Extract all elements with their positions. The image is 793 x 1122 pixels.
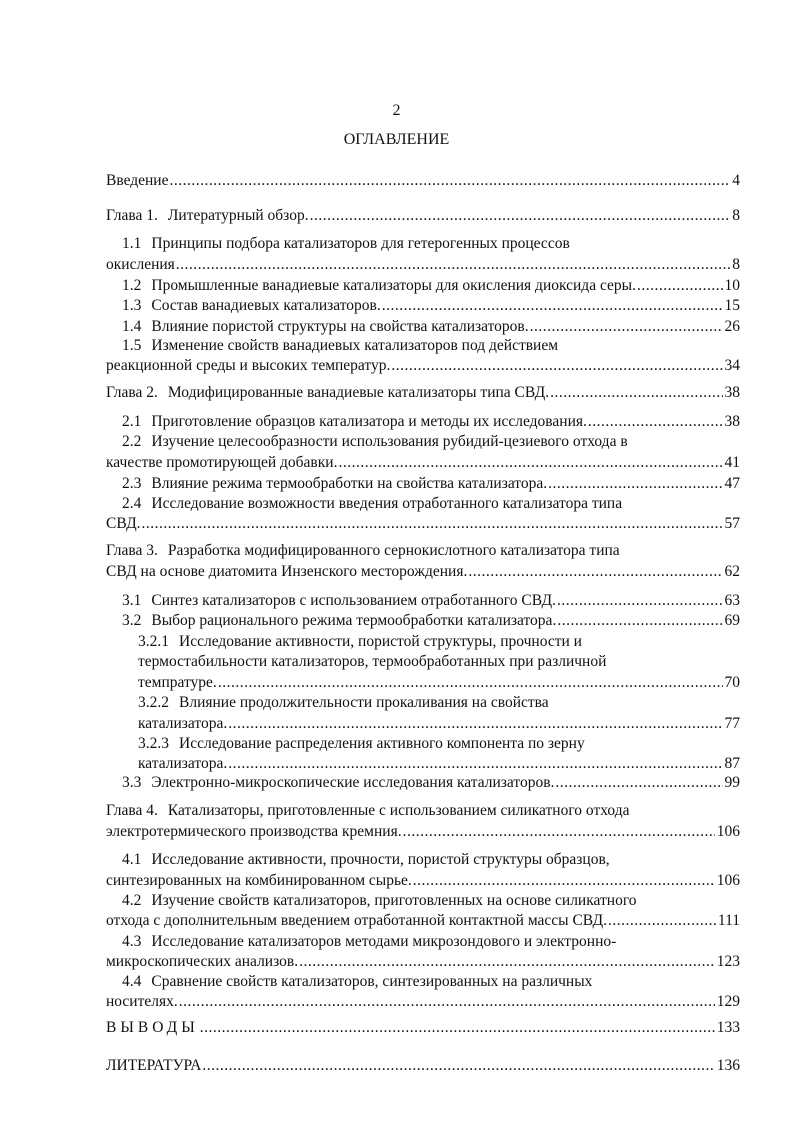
toc-entry-line[interactable] [138,652,740,672]
toc-entry-number: 1.3 [122,297,142,314]
toc-page-number: 38 [724,384,740,401]
toc-entry-text: Разработка модифицированного сернокислотного катализатора типа [167,542,620,559]
toc-entry-line[interactable] [106,171,740,191]
dot-leader [227,754,722,774]
dot-leader [199,1018,715,1038]
toc-entry-number: Глава 1. [106,207,158,224]
page-number: 2 [392,102,401,119]
toc-entry-line[interactable] [106,952,740,972]
toc-entry-text: реакционной среды и высоких температур. [106,357,391,374]
toc-entry-line[interactable] [122,850,740,870]
dot-leader [402,822,715,842]
toc-page-number: 123 [716,953,740,970]
dot-leader [412,871,715,891]
toc-entry-line[interactable] [106,801,740,821]
toc-entry-number: Глава 2. [106,384,158,401]
toc-entry-text: Синтез катализаторов с использованием отработанного СВД. [151,592,556,609]
toc-entry-line[interactable] [106,911,740,931]
toc-entry-line[interactable] [122,972,740,992]
toc-entry-text: Литературный обзор. [167,207,309,224]
toc-entry-number: 4.4 [122,973,142,990]
toc-page-number: 106 [716,872,740,889]
toc-page-number: 136 [716,1057,740,1074]
toc-entry-number: 1.5 [122,337,142,354]
dot-leader [390,356,722,376]
toc-entry-text: Исследование возможности введения отработанного катализатора типа [151,495,623,512]
toc-entry-line[interactable] [106,871,740,891]
toc-entry-number: 3.2 [122,612,142,629]
toc-entry-text: Приготовление образцов катализатора и методы их исследования. [151,413,587,430]
toc-page-number: 133 [716,1019,740,1036]
toc-entry-text: Катализаторы, приготовленные с использованием силикатного отхода [167,802,630,819]
toc-entry-number: 1.2 [122,277,142,294]
toc-entry-line[interactable] [122,432,740,452]
toc-entry-line[interactable] [138,754,740,774]
toc-entry-text: носителях. [106,993,178,1010]
dot-leader [298,952,715,972]
toc-page-number: 8 [732,256,740,273]
dot-leader [556,611,722,631]
toc-page-number: 8 [732,207,740,224]
toc-entry-text: Принципы подбора катализаторов для гетерогенных процессов [151,235,570,252]
toc-page-number: 41 [724,454,740,471]
toc-page-number: 111 [717,912,740,929]
dot-leader [549,383,722,403]
toc-page-number: 38 [724,413,740,430]
dot-leader [547,474,722,494]
toc-entry-line[interactable] [138,734,740,754]
toc-page-number: 70 [724,674,740,691]
toc-entry-line[interactable] [106,356,740,376]
toc-entry-text: СВД на основе диатомита Инзенского месторождения. [106,563,468,580]
toc-page-number: 4 [732,172,740,189]
toc-page-number: 57 [724,515,740,532]
toc-entry-number: 2.3 [122,475,142,492]
toc-page-number: 10 [724,277,740,294]
dot-leader [467,562,722,582]
toc-entry-line[interactable] [138,673,740,693]
toc-page-number: 47 [724,475,740,492]
toc-page-number: 34 [724,357,740,374]
dot-leader [607,911,716,931]
toc-page-number: 99 [724,774,740,791]
toc-entry-line[interactable] [122,474,740,494]
toc-entry-line[interactable] [106,822,740,842]
toc-page-number: 26 [724,318,740,335]
dot-leader [141,514,723,534]
toc-entry-line[interactable] [138,693,740,713]
toc-entry-text: отхода с дополнительным введением отработанной контактной массы СВД. [106,912,608,929]
toc-entry-line[interactable] [106,206,740,226]
toc-entry-line[interactable] [106,383,740,403]
toc-entry-text: Модифицированные ванадиевые катализаторы типа СВД. [167,384,550,401]
dot-leader [529,317,723,337]
toc-entry-number: 2.4 [122,495,142,512]
toc-entry-line[interactable] [122,336,740,356]
toc-entry-line[interactable] [106,1018,740,1038]
toc-entry-text: СВД. [106,515,141,532]
dot-leader [381,296,723,316]
dot-leader [178,992,715,1012]
toc-entry-line[interactable] [106,453,740,473]
toc-entry-line[interactable] [122,773,740,793]
toc-entry-number: Глава 3. [106,542,158,559]
dot-leader [227,714,722,734]
toc-page-number: 77 [724,715,740,732]
toc-entry-line[interactable] [106,562,740,582]
toc-entry-line[interactable] [138,714,740,734]
toc-entry-text: Исследование активности, прочности, пористой структуры образцов, [151,851,610,868]
toc-entry-text: окисления [106,256,175,273]
toc-entry-text: Влияние пористой структуры на свойства катализаторов. [151,318,529,335]
toc-entry-line[interactable] [106,541,740,561]
dot-leader [175,255,730,275]
toc-entry-number: 3.2.3 [138,735,169,752]
toc-entry-text: Влияние режима термообработки на свойства катализатора. [151,475,548,492]
toc-page-number: 129 [716,993,740,1010]
toc-entry-text: Состав ванадиевых катализаторов. [151,297,381,314]
toc-entry-number: 1.1 [122,235,142,252]
toc-entry-text: Промышленные ванадиевые катализаторы для окисления диоксида серы. [151,277,636,294]
toc-page-number: 69 [724,612,740,629]
toc-entry-number: 3.3 [122,774,142,791]
toc-entry-line[interactable] [106,514,740,534]
dot-leader [636,276,723,296]
toc-entry-text: Исследование катализаторов методами микрозондового и электронно- [151,933,617,950]
toc-entry-line[interactable] [138,632,740,652]
dot-leader [554,773,722,793]
toc-entry-line[interactable] [122,412,740,432]
toc-entry-number: 3.2.1 [138,633,169,650]
toc-entry-text: термостабильности катализаторов, термообработанных при различной [138,653,607,670]
toc-entry-line[interactable] [106,255,740,275]
toc-entry-text: качестве промотирующей добавки. [106,454,338,471]
toc-page-number: 15 [724,297,740,314]
toc-page-number: 106 [716,823,740,840]
toc-entry-line[interactable] [122,494,740,514]
toc-entry-text: Изучение целесообразности использования рубидий-цезиевого отхода в [151,433,628,450]
toc-entry-number: 2.2 [122,433,142,450]
toc-entry-line[interactable] [122,234,740,254]
dot-leader [217,673,723,693]
toc-entry-text: Влияние продолжительности прокаливания на свойства [179,694,549,711]
toc-page-number: 87 [724,755,740,772]
toc-page-number: 62 [724,563,740,580]
toc-entry-number: 3.1 [122,592,142,609]
dot-leader [587,412,723,432]
toc-entry-text: Изучение свойств катализаторов, приготовленных на основе силикатного [151,892,637,909]
toc-entry-text: Исследование распределения активного компонента по зерну [179,735,585,752]
toc-entry-text: катализатора. [138,755,228,772]
dot-leader [168,171,730,191]
toc-entry-line[interactable] [122,932,740,952]
toc-entry-text: Электронно-микроскопические исследования катализаторов. [151,774,555,791]
dot-leader [556,591,723,611]
toc-entry-number: 4.2 [122,892,142,909]
toc-entry-text: Сравнение свойств катализаторов, синтезированных на различных [151,973,593,990]
toc-entry-number: 4.3 [122,933,142,950]
toc-entry-line[interactable] [106,1056,740,1076]
toc-entry-number: 4.1 [122,851,142,868]
page-title: ОГЛАВЛЕНИЕ [343,131,450,148]
toc-entry-text: Изменение свойств ванадиевых катализаторов под действием [151,337,559,354]
dot-leader [337,453,722,473]
dot-leader [201,1056,714,1076]
toc-entry-text: катализатора. [138,715,228,732]
toc-page-number: 63 [724,592,740,609]
toc-entry-text: электротермического производства кремния. [106,823,402,840]
toc-entry-text: Исследование активности, пористой структуры, прочности и [179,633,582,650]
toc-entry-line[interactable] [122,591,740,611]
toc-entry-line[interactable] [122,317,740,337]
toc-entry-text: синтезированных на комбинированном сырье. [106,872,412,889]
toc-entry-number: Глава 4. [106,802,158,819]
toc-entry-line[interactable] [122,611,740,631]
toc-entry-text: темпратуре. [138,674,217,691]
toc-entry-line[interactable] [122,276,740,296]
toc-entry-line[interactable] [122,891,740,911]
toc-entry-text: микроскопических анализов. [106,953,299,970]
toc-entry-number: 2.1 [122,413,142,430]
toc-entry-line[interactable] [122,296,740,316]
toc-entry-number: 1.4 [122,318,142,335]
toc-entry-text: ЛИТЕРАТУРА [106,1057,202,1074]
toc-entry-text: ВЫВОДЫ [106,1019,199,1036]
toc-entry-number: 3.2.2 [138,694,169,711]
toc-entry-text: Введение [106,172,169,189]
dot-leader [309,206,731,226]
toc-entry-line[interactable] [106,992,740,1012]
toc-entry-text: Выбор рационального режима термообработки катализатора. [151,612,557,629]
